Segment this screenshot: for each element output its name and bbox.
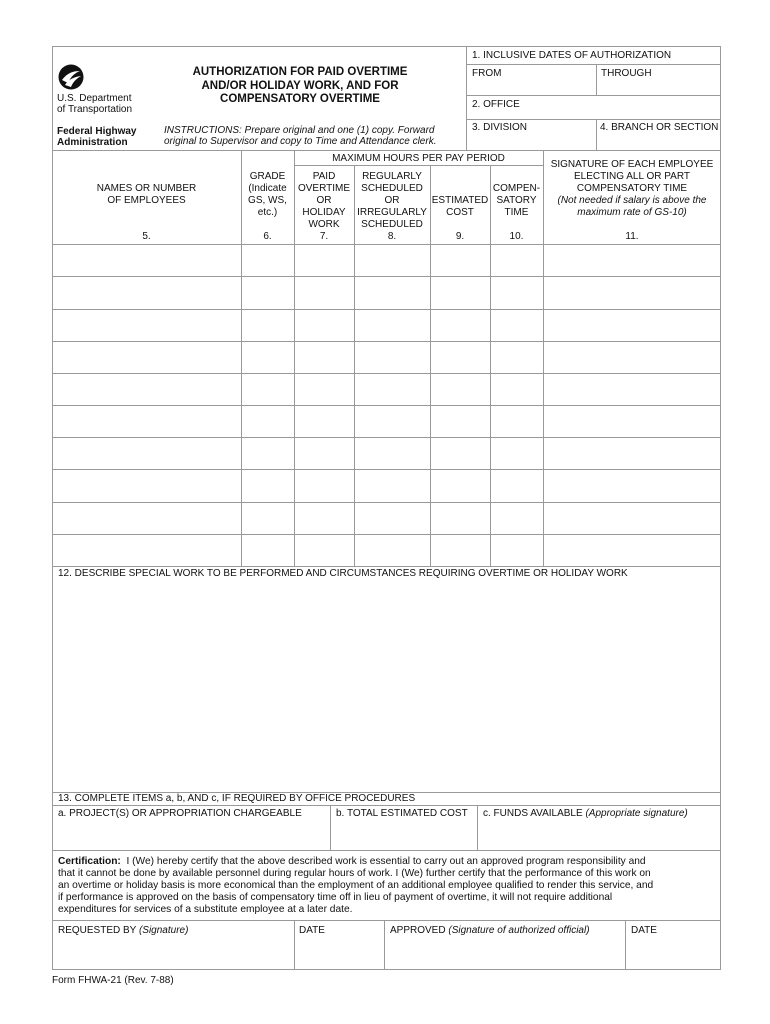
rule <box>466 119 721 120</box>
branch-label: 4. BRANCH OR SECTION <box>600 122 719 133</box>
agency-name-line2: of Transportation <box>57 104 133 115</box>
col11-header-line1: SIGNATURE OF EACH EMPLOYEE <box>550 159 714 170</box>
branch-field[interactable] <box>600 122 720 148</box>
form-title-line2: AND/OR HOLIDAY WORK, AND FOR <box>201 79 399 92</box>
rule <box>384 920 385 970</box>
table-row-rule <box>52 502 721 503</box>
col11-header-line3: COMPENSATORY TIME <box>576 183 688 194</box>
request-date-label: DATE <box>299 925 325 936</box>
col7-header-line4: HOLIDAY <box>302 207 346 218</box>
col8-header-line4: IRREGULARLY <box>357 207 427 218</box>
form-title <box>160 66 440 107</box>
rule <box>596 119 597 150</box>
agency-name-line1: U.S. Department <box>57 93 132 104</box>
col6-header-line3: GS, WS, <box>248 195 287 206</box>
header-divider <box>466 46 467 150</box>
funds-available-label: c. FUNDS AVAILABLE <box>483 808 583 819</box>
table-row-rule <box>52 373 721 374</box>
col11-header-line5: maximum rate of GS-10) <box>577 207 687 218</box>
rule <box>466 95 721 96</box>
col6-number: 6. <box>263 231 272 242</box>
total-estimated-cost-field[interactable] <box>336 808 474 848</box>
approved-by-field[interactable] <box>390 925 622 967</box>
col8-number: 8. <box>387 231 397 242</box>
rule <box>52 920 721 921</box>
col5-header-line1: NAMES OR NUMBER <box>96 183 197 194</box>
section13-label: 13. COMPLETE ITEMS a, b, AND c, IF REQUIRED BY OFFICE PROCEDURES <box>58 793 416 804</box>
rule <box>294 150 295 566</box>
special-work-field[interactable] <box>58 568 718 790</box>
col7-number: 7. <box>319 231 329 242</box>
col6-header-line2: (Indicate <box>248 183 287 194</box>
table-row-rule <box>52 276 721 277</box>
rule <box>430 165 431 566</box>
form-title-line1: AUTHORIZATION FOR PAID OVERTIME <box>192 66 408 78</box>
rule <box>294 165 543 166</box>
col8-header-line5: SCHEDULED <box>361 219 423 230</box>
rule <box>354 165 355 566</box>
col8-header-line2: SCHEDULED <box>361 183 423 194</box>
table-row-rule <box>52 405 721 406</box>
max-hours-label: MAXIMUM HOURS PER PAY PERIOD <box>332 153 505 164</box>
table-row-rule <box>52 566 721 567</box>
col7-header-line1: PAID <box>312 171 336 182</box>
rule <box>477 805 478 850</box>
col11-header-line4: (Not needed if salary is above the <box>557 195 707 206</box>
rule <box>466 64 721 65</box>
approved-by-label: APPROVED <box>390 925 446 936</box>
certification-heading: Certification: <box>58 856 121 867</box>
rule <box>241 150 242 566</box>
certification-line1: I (We) hereby certify that the above described work is essential to carry out an approved program responsibility and <box>126 856 646 867</box>
certification-line3: an overtime or holiday basis is more economical than the employment of an additional employee qualified to render this service, and <box>58 880 654 891</box>
approval-date-field[interactable] <box>631 925 717 967</box>
rule <box>52 850 721 851</box>
rule <box>330 805 331 850</box>
approved-by-note: (Signature of authorized official) <box>448 925 590 936</box>
certification-line4: if performance is approved on the basis of compensatory time off in lieu of payment of overtime, it will not require additional <box>58 892 613 903</box>
through-label: THROUGH <box>601 68 652 79</box>
division-field[interactable] <box>472 122 592 148</box>
instructions-line2: original to Supervisor and copy to Time and Attendance clerk. <box>164 136 437 147</box>
col10-header-line3: TIME <box>504 207 529 218</box>
col7-header-line2: OVERTIME <box>297 183 351 194</box>
table-row-rule <box>52 469 721 470</box>
funds-available-field[interactable] <box>483 808 719 848</box>
certification-line5: expenditures for services of a substitute employee at a later date. <box>58 904 353 915</box>
col10-header-line1: COMPEN- <box>492 183 541 194</box>
table-row-rule <box>52 437 721 438</box>
requested-by-note: (Signature) <box>138 925 189 936</box>
col6-header-line1: GRADE <box>249 171 286 182</box>
col8-header-line1: REGULARLY <box>362 171 422 182</box>
col6-header-line4: etc.) <box>257 207 278 218</box>
instructions-line1: INSTRUCTIONS: Prepare original and one (1) copy. Forward <box>164 125 435 136</box>
rule <box>596 64 597 95</box>
office-label: 2. OFFICE <box>472 99 520 110</box>
rule <box>52 150 721 151</box>
rule <box>490 165 491 566</box>
project-chargeable-field[interactable] <box>58 808 326 848</box>
division-label: 3. DIVISION <box>472 122 528 133</box>
rule <box>294 920 295 970</box>
col5-number: 5. <box>142 231 151 242</box>
rule <box>625 920 626 970</box>
administration-line2: Administration <box>57 137 128 148</box>
requested-by-label: REQUESTED BY <box>58 925 137 936</box>
funds-available-note: (Appropriate signature) <box>585 808 688 819</box>
dates-label: 1. INCLUSIVE DATES OF AUTHORIZATION <box>472 50 672 61</box>
special-work-label: 12. DESCRIBE SPECIAL WORK TO BE PERFORMED AND CIRCUMSTANCES REQUIRING OVERTIME OR HOLIDAY WORK <box>58 568 628 579</box>
col10-number: 10. <box>509 231 524 242</box>
approval-date-label: DATE <box>631 925 657 936</box>
dot-logo-icon <box>58 64 84 90</box>
total-estimated-cost-label: b. TOTAL ESTIMATED COST <box>336 808 468 819</box>
table-row-rule <box>52 341 721 342</box>
table-row-rule <box>52 534 721 535</box>
through-field[interactable] <box>601 68 717 92</box>
certification-text <box>58 856 722 916</box>
requested-by-field[interactable] <box>58 925 290 967</box>
table-row-rule <box>52 309 721 310</box>
col5-header-line2: OF EMPLOYEES <box>107 195 186 206</box>
office-field[interactable] <box>472 99 717 117</box>
rule <box>52 805 721 806</box>
col9-header-line1: ESTIMATED <box>431 195 489 206</box>
col9-header-line2: COST <box>446 207 474 218</box>
form-title-line3: COMPENSATORY OVERTIME <box>220 93 380 105</box>
request-date-field[interactable] <box>299 925 381 967</box>
col11-header-line2: ELECTING ALL OR PART <box>574 171 690 182</box>
table-row-rule <box>52 244 721 245</box>
col7-header-line3: OR <box>316 195 332 206</box>
col7-header-line5: WORK <box>308 219 340 230</box>
col9-number: 9. <box>455 231 465 242</box>
rule <box>543 150 544 566</box>
administration-line1: Federal Highway <box>57 126 137 137</box>
col10-header-line2: SATORY <box>496 195 537 206</box>
from-field[interactable] <box>472 68 592 92</box>
col11-number: 11. <box>625 231 639 242</box>
project-chargeable-label: a. PROJECT(S) OR APPROPRIATION CHARGEABLE <box>58 808 302 819</box>
form-number: Form FHWA-21 (Rev. 7-88) <box>52 975 174 986</box>
col8-header-line3: OR <box>384 195 400 206</box>
certification-line2: that it cannot be done by available personnel during regular hours of work. I (We) further certify that the performance of this work on <box>58 868 651 879</box>
from-label: FROM <box>472 68 502 79</box>
